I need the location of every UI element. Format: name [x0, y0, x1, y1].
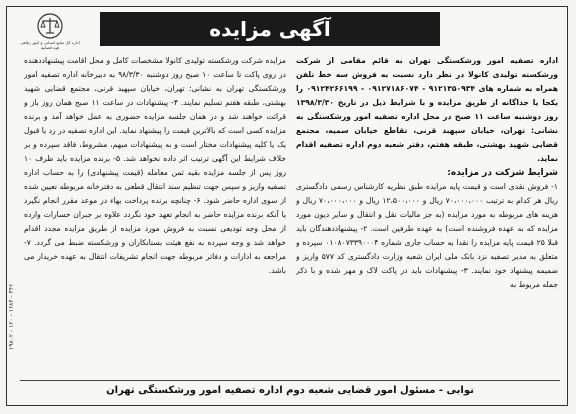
conditions-paragraph: ۱- فروش نقدی است و قیمت پایه مزایده طبق نظریه کارشناس رسمی دادگستری ریال هر کدام به ترتیب ۷۰،۰۰۰،۰۰۰ ریال و ۱۲،۵۰۰،۰۰۰ ریال و ۷۰،۰۰۰،۰۰۰ ریال و هزینه های مربوطه به مورد مزایده (به جز مالیات نقل و انتقال و سایر دیون مورد مزایده که به عهده فروشنده است) به عهده طرفین است. ۲- پیشنهاددهندگان باید قبلا ۲۵ قیمت پایه مزایده را نقدا به حساب جاری شماره ۰۱۰۸۰۷۳۳۹۰۰۰۴ سپرده و متعلق به مدیر تصفیه نزد بانک ملی ایران شعبه وزارت دادگستری کد ۵۷۷ واریز و ضمیمه پیشنهاد خود نمایند. ۳- پیشنهادات باید در پاکت لاک و مهر شده و با ذکر جمله مربوط به: [296, 182, 558, 289]
footer-signature: نوابی - مسئول امور قضایی شعبه دوم اداره تصفیه امور ورشکستگی تهران: [20, 380, 560, 401]
conditions-title: شرایط شرکت در مزایده:: [447, 168, 558, 178]
side-reference-code: ۱۹۸۰۲ - ۱۲۰ - ۱۶۸۴ - ۴۴۶: [8, 283, 15, 350]
judiciary-emblem: [20, 12, 80, 58]
emblem-caption: اداره کل منابع انسانی و امور رفاهی قوه قضاییه: [20, 40, 80, 50]
scales-icon: [35, 12, 65, 40]
ad-title: آگهی مزایده: [100, 12, 440, 46]
left-column: [24, 54, 286, 354]
right-column: [296, 54, 558, 354]
intro-paragraph: اداره تصفیه امور ورشکستگی تهران به قائم مقامی از شرکت ورشکسته تولیدی کانولا در نظر دارد نسبت به فروش سه خط تلفن همراه به شماره های ۹۱۲۱۳۵۰۹۳۴ - ۰۹۱۲۷۱۸۶۰۷۴ - ۰۹۱۲۴۲۶۶۱۹۹ را یکجا یا جداگانه از طریق مزایده و با شرایط ذیل در تاریخ ۱۳۹۸/۳/۳۰ روز دوشنبه ساعت ۱۱ صبح در محل اداره تصفیه امور ورشکستگی به نشانی: تهران، خیابان سپهبد قرنی، تقاطع خیابان سمیه، مجتمع قضایی شهید بهشتی، طبقه هفتم، دفتر شعبه دوم اداره تصفیه اقدام نماید.: [296, 56, 558, 163]
left-column-paragraph: مزایده شرکت ورشکسته تولیدی کانولا مشخصات کامل و محل اقامت پیشنهاددهنده در روی پاکت تا ساعت ۱۰ صبح روز دوشنبه ۹۸/۳/۳۰ به دبیرخانه اداره تصفیه امور ورشکستگی تهران به نشانی: تهران، خیابان سپهبد قرنی، مجتمع قضایی شهید بهشتی، طبقه هفتم تسلیم نمایند. ۴- پیشنهادات در ساعت ۱۱ صبح همان روز باز و قرائت خواهند شد و در همان جلسه مزایده حضوری به عمل خواهد آمد و برنده مزایده کسی است که بالاترین قیمت را پیشنهاد نماید. این اداره تصفیه در رد یا قبول یک یا کلیه پیشنهادات مختار است و به پیشنهادات مبهم، مشروط، فاقد سپرده و بر خلاف شرایط این آگهی ترتیب اثر داده نخواهد شد. ۵- برنده مزایده باید ظرف ۱۰ روز پس از جلسه مزایده بقیه ثمن معامله (قیمت پیشنهادی) را به حساب اداره تصفیه واریز و سپس جهت تنظیم سند انتقال قطعی به دفترخانه مربوطه تعیین شده از سوی اداره حاضر شود. ۶- چنانچه برنده پرداخت بهاء در موعد مقرر انجام نگیرد یا آنکه برنده مزایده حاضر به انجام تعهد خود نگردد علاوه بر جبران خسارات وارده از محل وجه تودیعی نسبت به فروش مورد مزایده از طریق مزایده مجدد اقدام خواهد شد و وجه سپرده به نفع هیئت بستانکاران و ورشکسته ضبط می گردد. ۷- مراجعه به ادارات و دفاتر مربوطه جهت انجام تشریفات انتقال به عهده خریدار می باشد.: [24, 56, 286, 275]
